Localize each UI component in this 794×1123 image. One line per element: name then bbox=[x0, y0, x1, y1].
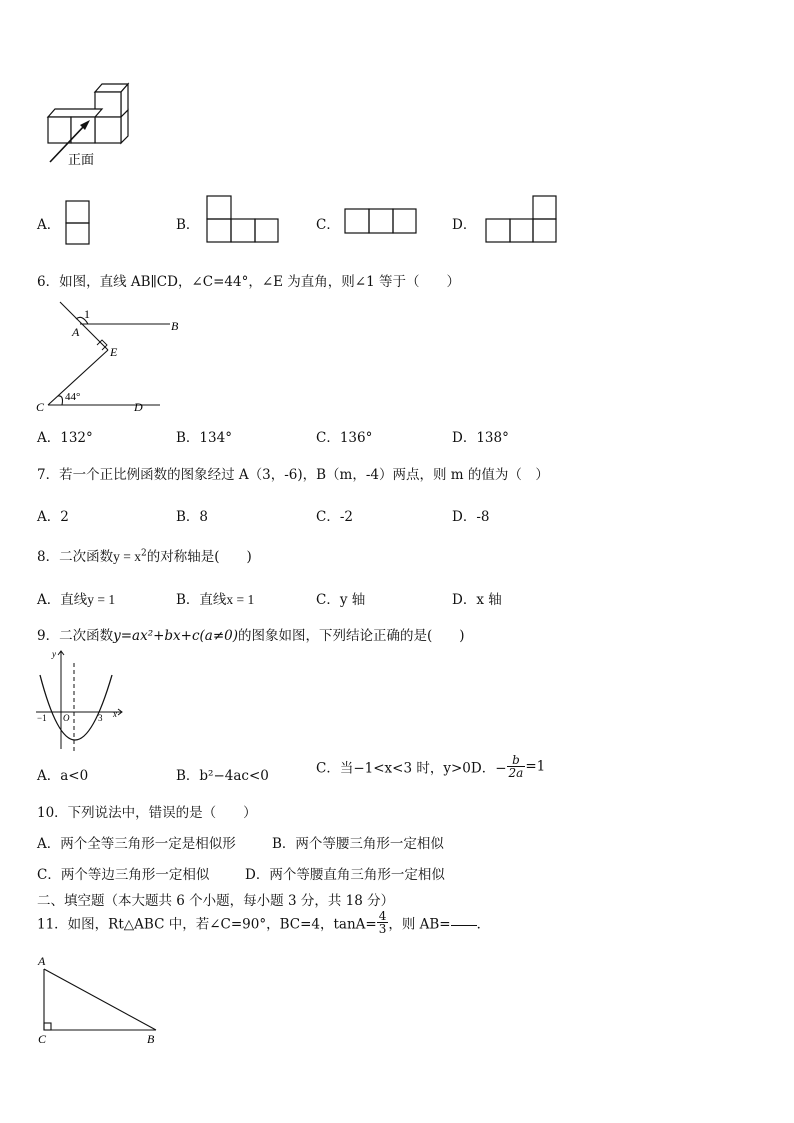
q6-figure bbox=[30, 298, 190, 418]
q5-option-c-label: C． bbox=[316, 217, 340, 233]
q8-option-c: C．y 轴 bbox=[316, 592, 366, 608]
q7-text: 7．若一个正比例函数的图象经过 A（3，-6)，B（m，-4）两点，则 m 的值为（ ） bbox=[37, 467, 549, 483]
q7-option-b: B．8 bbox=[176, 509, 209, 525]
q6-label-e: E bbox=[110, 345, 118, 359]
q9-y-label: y bbox=[52, 649, 56, 659]
cube-figure bbox=[40, 80, 140, 170]
q9-three-label: 3 bbox=[98, 713, 103, 723]
q5-option-d-label: D． bbox=[452, 217, 477, 233]
q6-option-b: B．134° bbox=[176, 430, 232, 446]
q10-option-d: D．两个等腰直角三角形一定相似 bbox=[245, 867, 445, 883]
q6-option-c: C．136° bbox=[316, 430, 373, 446]
q7-option-d: D．-8 bbox=[452, 509, 490, 525]
q5-option-b-label: B． bbox=[176, 217, 200, 233]
q11-label-b: B bbox=[147, 1032, 155, 1046]
q11-triangle-figure bbox=[32, 952, 162, 1047]
q6-label-1: 1 bbox=[84, 307, 90, 321]
q8-formula: y = x bbox=[113, 549, 141, 564]
q5-option-a-figure bbox=[65, 200, 91, 246]
q7-option-a: A．2 bbox=[37, 509, 69, 525]
q6-label-c: C bbox=[36, 400, 45, 414]
q8-option-d: D．x 轴 bbox=[452, 592, 502, 608]
q10-text: 10．下列说法中，错误的是（ ） bbox=[37, 805, 257, 821]
q5-option-c-figure bbox=[344, 208, 418, 236]
q6-option-a: A．132° bbox=[37, 430, 93, 446]
q6-option-d: D．138° bbox=[452, 430, 509, 446]
q10-option-b: B．两个等腰三角形一定相似 bbox=[272, 836, 444, 852]
q8-option-b: B．直线x = 1 bbox=[176, 592, 255, 608]
q9-option-a: A．a<0 bbox=[37, 768, 89, 784]
q6-text: 6．如图，直线 AB∥CD，∠C=44°，∠E 为直角，则∠1 等于（ ） bbox=[37, 274, 460, 290]
section-2-heading: 二、填空题（本大题共 6 个小题，每小题 3 分，共 18 分） bbox=[37, 893, 395, 909]
q9-x-label: x bbox=[113, 709, 117, 719]
q9-text bbox=[37, 624, 465, 644]
q8-text-suffix: 的对称轴是( ) bbox=[146, 549, 252, 565]
q9-origin-label: O bbox=[63, 713, 70, 723]
q6-label-d: D bbox=[134, 400, 143, 414]
q8-option-a: A．直线y = 1 bbox=[37, 592, 116, 608]
q9-parabola-figure bbox=[32, 645, 132, 753]
q10-option-c: C．两个等边三角形一定相似 bbox=[37, 867, 210, 883]
q11-tan-fraction: $\frac{4}{3}$ bbox=[378, 909, 387, 936]
q11-label-c: C bbox=[38, 1032, 47, 1046]
q8-formula-sup: 2 bbox=[140, 548, 147, 559]
q7-option-c: C．-2 bbox=[316, 509, 353, 525]
front-label: 正面 bbox=[68, 152, 95, 167]
q5-option-a-label: A． bbox=[37, 217, 61, 233]
q11-label-a: A bbox=[38, 954, 46, 968]
q9-option-cd: C．当−1<x<3 时，y>0D．− $\frac{b}{2a}$ =1 bbox=[316, 753, 546, 780]
q9-option-b: B．b²−4ac<0 bbox=[176, 768, 269, 784]
q6-angle-label: 44° bbox=[65, 391, 81, 403]
q6-label-a: A bbox=[72, 325, 80, 339]
q9-neg1-label: −1 bbox=[37, 713, 47, 723]
q9-text-suffix: 的图象如图，下列结论正确的是( ) bbox=[238, 628, 465, 644]
q9-text-prefix: 9．二次函数 bbox=[37, 628, 114, 644]
q5-option-b-figure bbox=[206, 195, 280, 245]
q8-text-prefix: 8．二次函数 bbox=[37, 549, 114, 565]
q8-text bbox=[37, 545, 252, 565]
q9-option-d-fraction: $\frac{b}{2a}$ bbox=[508, 753, 524, 780]
q11-answer-blank[interactable] bbox=[451, 913, 477, 926]
q10-option-a: A．两个全等三角形一定是相似形 bbox=[37, 836, 236, 852]
q11-text: 11．如图，Rt△ABC 中，若∠C=90°，BC=4，tanA= $\frac{4}{3}$ ，则 AB= ． bbox=[37, 909, 491, 936]
q9-formula: y=ax²+bx+c(a≠0) bbox=[113, 628, 239, 644]
q6-label-b: B bbox=[171, 319, 179, 333]
q5-option-d-figure bbox=[485, 195, 559, 245]
